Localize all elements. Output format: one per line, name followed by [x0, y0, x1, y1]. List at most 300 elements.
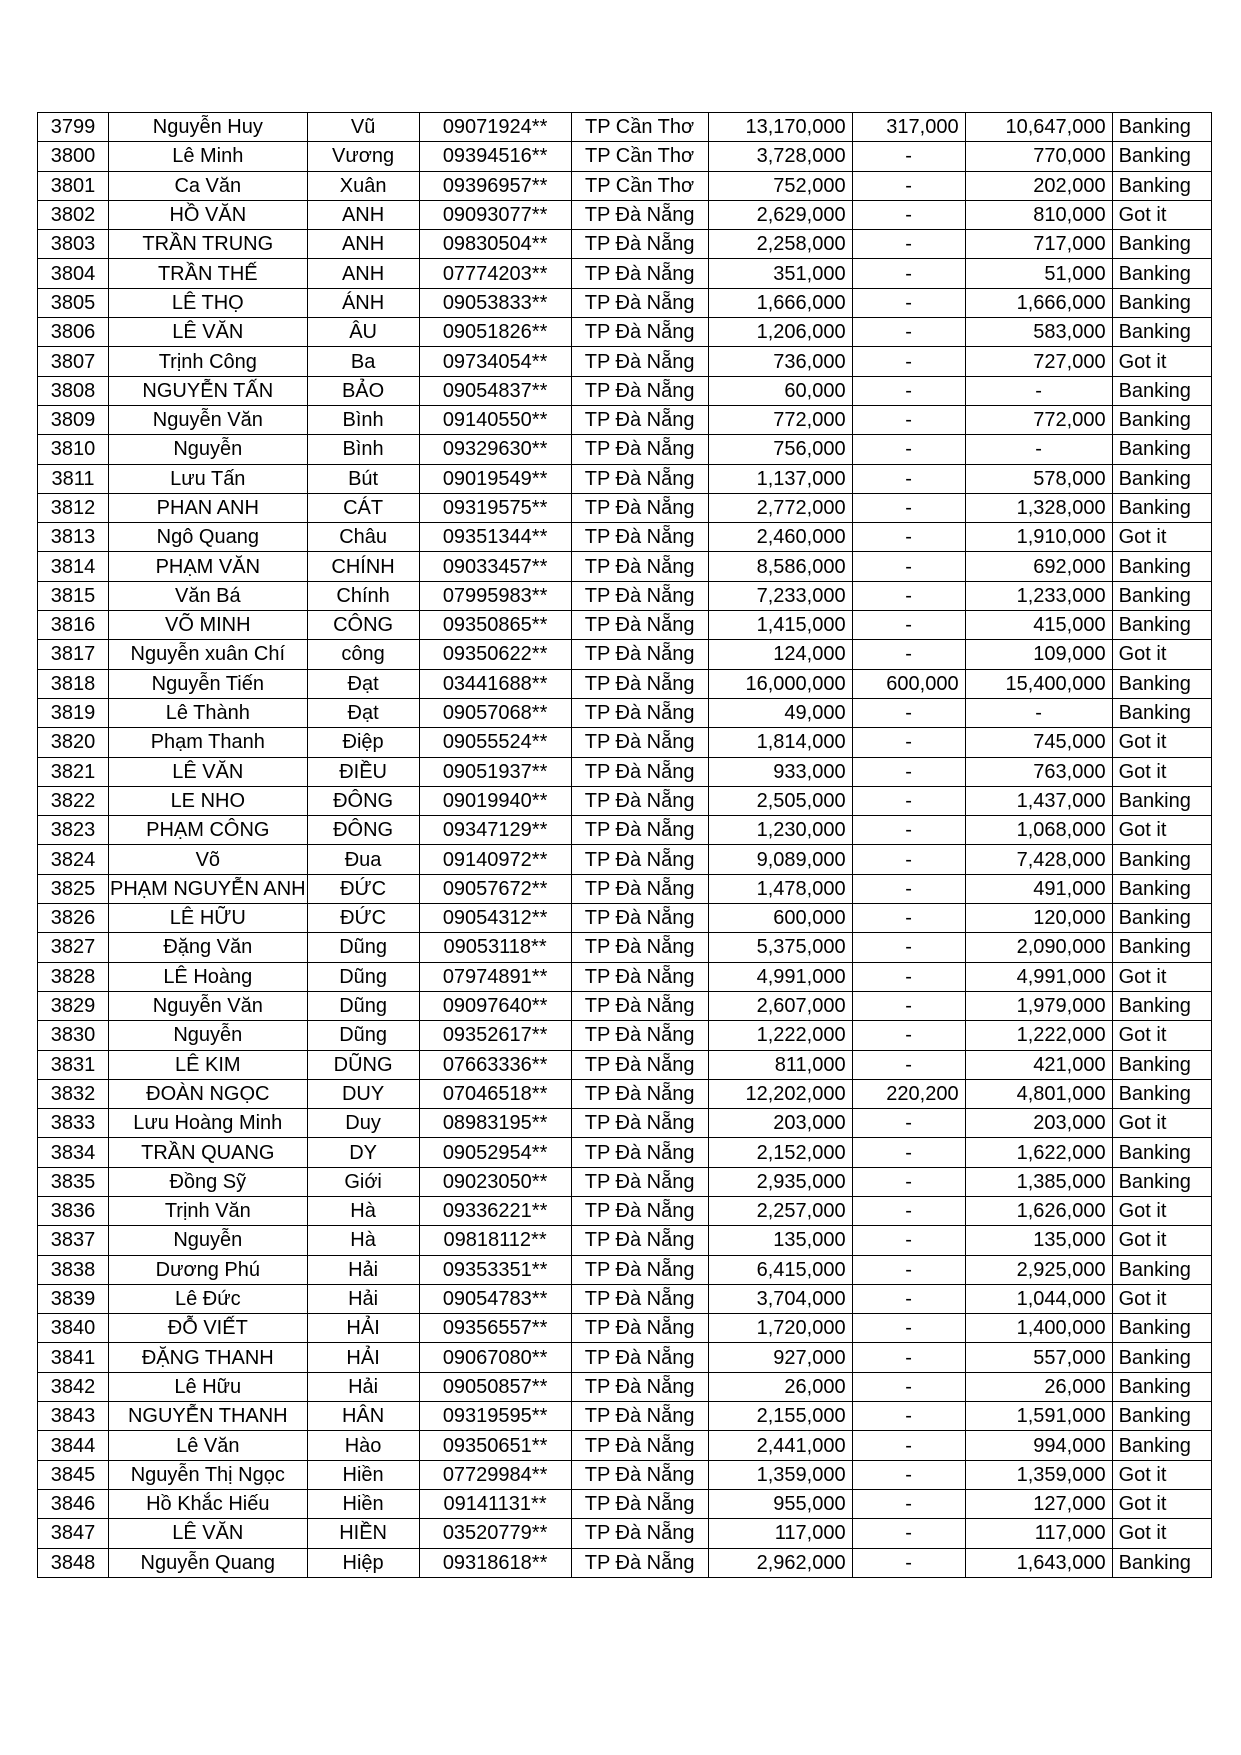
cell-remaining-amount: 10,647,000	[965, 113, 1112, 142]
cell-surname-middle: Võ	[109, 845, 308, 874]
cell-given-name: Hải	[307, 1372, 419, 1401]
cell-row-number: 3806	[38, 318, 109, 347]
cell-city: TP Đà Nẵng	[571, 845, 708, 874]
cell-given-name: HIỀN	[307, 1519, 419, 1548]
cell-amount: 203,000	[708, 1109, 852, 1138]
cell-phone-number: 09141131**	[419, 1489, 571, 1518]
cell-given-name: CHÍNH	[307, 552, 419, 581]
cell-amount: 736,000	[708, 347, 852, 376]
cell-city: TP Cần Thơ	[571, 142, 708, 171]
cell-phone-number: 09140972**	[419, 845, 571, 874]
cell-phone-number: 09054783**	[419, 1284, 571, 1313]
cell-payment-method: Banking	[1112, 1402, 1211, 1431]
table-row	[38, 728, 1212, 757]
cell-given-name: Xuân	[307, 171, 419, 200]
cell-surname-middle: Lê Hữu	[109, 1372, 308, 1401]
cell-fee: 600,000	[852, 669, 965, 698]
cell-surname-middle: LÊ THỌ	[109, 288, 308, 317]
cell-fee: 220,200	[852, 1079, 965, 1108]
table-row	[38, 464, 1212, 493]
cell-phone-number: 09033457**	[419, 552, 571, 581]
cell-remaining-amount: 491,000	[965, 874, 1112, 903]
cell-amount: 2,441,000	[708, 1431, 852, 1460]
cell-row-number: 3826	[38, 904, 109, 933]
cell-row-number: 3833	[38, 1109, 109, 1138]
cell-fee: -	[852, 1431, 965, 1460]
cell-given-name: DY	[307, 1138, 419, 1167]
cell-remaining-amount: 1,591,000	[965, 1402, 1112, 1431]
cell-remaining-amount: 1,385,000	[965, 1167, 1112, 1196]
cell-fee: -	[852, 962, 965, 991]
cell-remaining-amount: 1,979,000	[965, 991, 1112, 1020]
cell-phone-number: 09097640**	[419, 991, 571, 1020]
cell-city: TP Đà Nẵng	[571, 523, 708, 552]
table-row	[38, 991, 1212, 1020]
cell-payment-method: Got it	[1112, 757, 1211, 786]
table-row	[38, 904, 1212, 933]
cell-surname-middle: Ca Văn	[109, 171, 308, 200]
table-row	[38, 845, 1212, 874]
cell-fee: -	[852, 376, 965, 405]
cell-fee: -	[852, 581, 965, 610]
cell-fee: -	[852, 1167, 965, 1196]
cell-phone-number: 09057068**	[419, 698, 571, 727]
cell-given-name: Bình	[307, 405, 419, 434]
cell-payment-method: Banking	[1112, 288, 1211, 317]
cell-surname-middle: Đồng Sỹ	[109, 1167, 308, 1196]
cell-fee: -	[852, 640, 965, 669]
table-row	[38, 1343, 1212, 1372]
cell-remaining-amount: 770,000	[965, 142, 1112, 171]
cell-payment-method: Banking	[1112, 874, 1211, 903]
table-row	[38, 259, 1212, 288]
cell-remaining-amount: 1,328,000	[965, 493, 1112, 522]
cell-remaining-amount: 15,400,000	[965, 669, 1112, 698]
cell-amount: 2,258,000	[708, 230, 852, 259]
cell-payment-method: Banking	[1112, 171, 1211, 200]
cell-given-name: Điệp	[307, 728, 419, 757]
cell-phone-number: 09053118**	[419, 933, 571, 962]
cell-row-number: 3828	[38, 962, 109, 991]
table-row	[38, 1226, 1212, 1255]
cell-payment-method: Banking	[1112, 1431, 1211, 1460]
cell-remaining-amount: 4,801,000	[965, 1079, 1112, 1108]
cell-payment-method: Got it	[1112, 1196, 1211, 1225]
cell-row-number: 3834	[38, 1138, 109, 1167]
cell-payment-method: Got it	[1112, 728, 1211, 757]
cell-phone-number: 09351344**	[419, 523, 571, 552]
cell-remaining-amount: 120,000	[965, 904, 1112, 933]
cell-phone-number: 09350622**	[419, 640, 571, 669]
cell-remaining-amount: 1,222,000	[965, 1021, 1112, 1050]
table-row	[38, 581, 1212, 610]
cell-city: TP Đà Nẵng	[571, 347, 708, 376]
cell-remaining-amount: 1,437,000	[965, 786, 1112, 815]
cell-amount: 7,233,000	[708, 581, 852, 610]
cell-given-name: Giới	[307, 1167, 419, 1196]
cell-phone-number: 09353351**	[419, 1255, 571, 1284]
cell-amount: 2,607,000	[708, 991, 852, 1020]
cell-city: TP Đà Nẵng	[571, 552, 708, 581]
cell-fee: -	[852, 200, 965, 229]
cell-city: TP Đà Nẵng	[571, 1343, 708, 1372]
cell-remaining-amount: 202,000	[965, 171, 1112, 200]
cell-amount: 2,460,000	[708, 523, 852, 552]
table-row	[38, 493, 1212, 522]
table-row	[38, 1196, 1212, 1225]
table-row	[38, 1402, 1212, 1431]
cell-fee: -	[852, 259, 965, 288]
cell-amount: 2,962,000	[708, 1548, 852, 1577]
cell-city: TP Đà Nẵng	[571, 669, 708, 698]
cell-fee: -	[852, 230, 965, 259]
cell-phone-number: 09054312**	[419, 904, 571, 933]
cell-fee: -	[852, 318, 965, 347]
cell-surname-middle: Nguyễn	[109, 435, 308, 464]
cell-given-name: CÁT	[307, 493, 419, 522]
cell-remaining-amount: 4,991,000	[965, 962, 1112, 991]
cell-city: TP Đà Nẵng	[571, 405, 708, 434]
cell-phone-number: 09830504**	[419, 230, 571, 259]
cell-city: TP Đà Nẵng	[571, 318, 708, 347]
cell-amount: 4,991,000	[708, 962, 852, 991]
table-row	[38, 1109, 1212, 1138]
cell-row-number: 3846	[38, 1489, 109, 1518]
cell-payment-method: Banking	[1112, 318, 1211, 347]
cell-payment-method: Banking	[1112, 669, 1211, 698]
cell-given-name: Hà	[307, 1226, 419, 1255]
cell-remaining-amount: 1,626,000	[965, 1196, 1112, 1225]
cell-row-number: 3837	[38, 1226, 109, 1255]
cell-amount: 3,704,000	[708, 1284, 852, 1313]
cell-given-name: ANH	[307, 259, 419, 288]
cell-remaining-amount: 2,090,000	[965, 933, 1112, 962]
table-row	[38, 1519, 1212, 1548]
cell-row-number: 3804	[38, 259, 109, 288]
cell-surname-middle: LÊ KIM	[109, 1050, 308, 1079]
cell-phone-number: 09347129**	[419, 816, 571, 845]
cell-surname-middle: HỒ VĂN	[109, 200, 308, 229]
cell-amount: 3,728,000	[708, 142, 852, 171]
cell-row-number: 3807	[38, 347, 109, 376]
cell-city: TP Đà Nẵng	[571, 1255, 708, 1284]
cell-payment-method: Banking	[1112, 786, 1211, 815]
cell-given-name: Châu	[307, 523, 419, 552]
table-row	[38, 1079, 1212, 1108]
table-row	[38, 1050, 1212, 1079]
cell-remaining-amount: 1,359,000	[965, 1460, 1112, 1489]
cell-row-number: 3845	[38, 1460, 109, 1489]
cell-phone-number: 09350651**	[419, 1431, 571, 1460]
cell-phone-number: 07774203**	[419, 259, 571, 288]
cell-amount: 1,415,000	[708, 611, 852, 640]
cell-row-number: 3825	[38, 874, 109, 903]
table-row	[38, 435, 1212, 464]
cell-amount: 16,000,000	[708, 669, 852, 698]
cell-given-name: Hải	[307, 1284, 419, 1313]
cell-fee: -	[852, 1021, 965, 1050]
cell-row-number: 3809	[38, 405, 109, 434]
cell-remaining-amount: 1,044,000	[965, 1284, 1112, 1313]
cell-given-name: Đua	[307, 845, 419, 874]
table-row	[38, 698, 1212, 727]
cell-city: TP Cần Thơ	[571, 113, 708, 142]
cell-given-name: ĐÔNG	[307, 816, 419, 845]
cell-city: TP Đà Nẵng	[571, 962, 708, 991]
cell-given-name: HẢI	[307, 1314, 419, 1343]
cell-surname-middle: Lê Minh	[109, 142, 308, 171]
table-row	[38, 757, 1212, 786]
cell-payment-method: Got it	[1112, 1226, 1211, 1255]
cell-amount: 600,000	[708, 904, 852, 933]
cell-city: TP Đà Nẵng	[571, 464, 708, 493]
cell-surname-middle: Nguyễn Thị Ngọc	[109, 1460, 308, 1489]
cell-amount: 2,257,000	[708, 1196, 852, 1225]
cell-payment-method: Got it	[1112, 1284, 1211, 1313]
cell-surname-middle: Lưu Hoàng Minh	[109, 1109, 308, 1138]
cell-given-name: DUY	[307, 1079, 419, 1108]
cell-given-name: Dũng	[307, 991, 419, 1020]
cell-surname-middle: Nguyễn Huy	[109, 113, 308, 142]
cell-city: TP Đà Nẵng	[571, 991, 708, 1020]
cell-city: TP Đà Nẵng	[571, 493, 708, 522]
cell-amount: 955,000	[708, 1489, 852, 1518]
cell-payment-method: Banking	[1112, 1167, 1211, 1196]
cell-city: TP Đà Nẵng	[571, 376, 708, 405]
cell-amount: 1,230,000	[708, 816, 852, 845]
cell-surname-middle: PHẠM NGUYỄN ANH	[109, 874, 308, 903]
cell-row-number: 3816	[38, 611, 109, 640]
cell-amount: 2,935,000	[708, 1167, 852, 1196]
cell-amount: 927,000	[708, 1343, 852, 1372]
cell-remaining-amount: 763,000	[965, 757, 1112, 786]
cell-payment-method: Banking	[1112, 1343, 1211, 1372]
cell-remaining-amount: 1,622,000	[965, 1138, 1112, 1167]
cell-payment-method: Banking	[1112, 464, 1211, 493]
cell-remaining-amount: 578,000	[965, 464, 1112, 493]
cell-city: TP Đà Nẵng	[571, 757, 708, 786]
cell-amount: 772,000	[708, 405, 852, 434]
cell-remaining-amount: 583,000	[965, 318, 1112, 347]
cell-row-number: 3830	[38, 1021, 109, 1050]
cell-surname-middle: Trịnh Công	[109, 347, 308, 376]
cell-remaining-amount: 7,428,000	[965, 845, 1112, 874]
cell-remaining-amount: 135,000	[965, 1226, 1112, 1255]
cell-given-name: ANH	[307, 200, 419, 229]
cell-payment-method: Banking	[1112, 1548, 1211, 1577]
cell-row-number: 3839	[38, 1284, 109, 1313]
cell-surname-middle: TRẦN TRUNG	[109, 230, 308, 259]
cell-payment-method: Banking	[1112, 435, 1211, 464]
cell-fee: -	[852, 1519, 965, 1548]
cell-remaining-amount: 51,000	[965, 259, 1112, 288]
cell-remaining-amount: 127,000	[965, 1489, 1112, 1518]
cell-city: TP Đà Nẵng	[571, 904, 708, 933]
cell-phone-number: 07995983**	[419, 581, 571, 610]
cell-amount: 8,586,000	[708, 552, 852, 581]
table-row	[38, 1138, 1212, 1167]
cell-city: TP Đà Nẵng	[571, 200, 708, 229]
cell-amount: 1,478,000	[708, 874, 852, 903]
cell-phone-number: 09396957**	[419, 171, 571, 200]
cell-city: TP Đà Nẵng	[571, 611, 708, 640]
table-row	[38, 640, 1212, 669]
cell-given-name: Hải	[307, 1255, 419, 1284]
cell-surname-middle: Lê Đức	[109, 1284, 308, 1313]
cell-surname-middle: Hồ Khắc Hiếu	[109, 1489, 308, 1518]
cell-given-name: Vũ	[307, 113, 419, 142]
cell-city: TP Đà Nẵng	[571, 1548, 708, 1577]
cell-fee: -	[852, 816, 965, 845]
cell-phone-number: 09336221**	[419, 1196, 571, 1225]
cell-surname-middle: TRẦN QUANG	[109, 1138, 308, 1167]
cell-payment-method: Banking	[1112, 493, 1211, 522]
cell-fee: -	[852, 464, 965, 493]
cell-remaining-amount: 1,068,000	[965, 816, 1112, 845]
cell-given-name: DŨNG	[307, 1050, 419, 1079]
cell-given-name: BẢO	[307, 376, 419, 405]
cell-phone-number: 09051937**	[419, 757, 571, 786]
table-row	[38, 933, 1212, 962]
cell-amount: 117,000	[708, 1519, 852, 1548]
cell-row-number: 3802	[38, 200, 109, 229]
cell-phone-number: 09023050**	[419, 1167, 571, 1196]
cell-surname-middle: ĐỖ VIẾT	[109, 1314, 308, 1343]
cell-phone-number: 09071924**	[419, 113, 571, 142]
cell-surname-middle: Nguyễn Văn	[109, 405, 308, 434]
cell-amount: 1,206,000	[708, 318, 852, 347]
cell-phone-number: 09019549**	[419, 464, 571, 493]
cell-amount: 1,359,000	[708, 1460, 852, 1489]
cell-city: TP Đà Nẵng	[571, 816, 708, 845]
cell-amount: 5,375,000	[708, 933, 852, 962]
cell-remaining-amount: 692,000	[965, 552, 1112, 581]
cell-phone-number: 09067080**	[419, 1343, 571, 1372]
cell-surname-middle: PHẠM VĂN	[109, 552, 308, 581]
cell-row-number: 3844	[38, 1431, 109, 1460]
cell-payment-method: Got it	[1112, 347, 1211, 376]
cell-surname-middle: Lê Thành	[109, 698, 308, 727]
cell-city: TP Cần Thơ	[571, 171, 708, 200]
cell-amount: 752,000	[708, 171, 852, 200]
cell-surname-middle: ĐOÀN NGỌC	[109, 1079, 308, 1108]
cell-city: TP Đà Nẵng	[571, 1226, 708, 1255]
cell-city: TP Đà Nẵng	[571, 728, 708, 757]
cell-fee: -	[852, 1255, 965, 1284]
cell-surname-middle: Đặng Văn	[109, 933, 308, 962]
cell-fee: -	[852, 874, 965, 903]
cell-surname-middle: Nguyễn Văn	[109, 991, 308, 1020]
cell-city: TP Đà Nẵng	[571, 1021, 708, 1050]
cell-amount: 2,772,000	[708, 493, 852, 522]
cell-given-name: Vương	[307, 142, 419, 171]
cell-fee: -	[852, 142, 965, 171]
cell-row-number: 3848	[38, 1548, 109, 1577]
cell-phone-number: 09394516**	[419, 142, 571, 171]
cell-payment-method: Banking	[1112, 845, 1211, 874]
cell-city: TP Đà Nẵng	[571, 259, 708, 288]
cell-payment-method: Got it	[1112, 962, 1211, 991]
cell-phone-number: 09352617**	[419, 1021, 571, 1050]
cell-payment-method: Banking	[1112, 1314, 1211, 1343]
cell-phone-number: 09329630**	[419, 435, 571, 464]
cell-remaining-amount: 1,400,000	[965, 1314, 1112, 1343]
cell-phone-number: 09019940**	[419, 786, 571, 815]
cell-city: TP Đà Nẵng	[571, 640, 708, 669]
cell-amount: 1,222,000	[708, 1021, 852, 1050]
cell-phone-number: 03520779**	[419, 1519, 571, 1548]
cell-phone-number: 09350865**	[419, 611, 571, 640]
cell-payment-method: Banking	[1112, 933, 1211, 962]
table-row	[38, 1431, 1212, 1460]
cell-fee: -	[852, 347, 965, 376]
cell-fee: -	[852, 698, 965, 727]
cell-given-name: ĐÔNG	[307, 786, 419, 815]
cell-phone-number: 07663336**	[419, 1050, 571, 1079]
table-row	[38, 113, 1212, 142]
cell-fee: -	[852, 1343, 965, 1372]
cell-phone-number: 09052954**	[419, 1138, 571, 1167]
cell-row-number: 3800	[38, 142, 109, 171]
cell-payment-method: Banking	[1112, 1079, 1211, 1108]
cell-fee: -	[852, 1196, 965, 1225]
cell-phone-number: 03441688**	[419, 669, 571, 698]
table-row	[38, 1489, 1212, 1518]
cell-city: TP Đà Nẵng	[571, 786, 708, 815]
cell-surname-middle: Nguyễn	[109, 1021, 308, 1050]
cell-payment-method: Got it	[1112, 1021, 1211, 1050]
table-row	[38, 552, 1212, 581]
cell-remaining-amount: 117,000	[965, 1519, 1112, 1548]
cell-row-number: 3847	[38, 1519, 109, 1548]
cell-given-name: Bút	[307, 464, 419, 493]
cell-phone-number: 09053833**	[419, 288, 571, 317]
cell-amount: 2,152,000	[708, 1138, 852, 1167]
cell-amount: 49,000	[708, 698, 852, 727]
table-row	[38, 1314, 1212, 1343]
cell-given-name: Hà	[307, 1196, 419, 1225]
cell-city: TP Đà Nẵng	[571, 1079, 708, 1108]
cell-fee: -	[852, 845, 965, 874]
cell-city: TP Đà Nẵng	[571, 1138, 708, 1167]
cell-surname-middle: LÊ VĂN	[109, 318, 308, 347]
cell-amount: 933,000	[708, 757, 852, 786]
payout-table	[37, 112, 1212, 1578]
cell-surname-middle: Phạm Thanh	[109, 728, 308, 757]
cell-surname-middle: PHAN ANH	[109, 493, 308, 522]
table-row	[38, 874, 1212, 903]
cell-payment-method: Got it	[1112, 1109, 1211, 1138]
cell-given-name: Ba	[307, 347, 419, 376]
cell-given-name: Hiền	[307, 1489, 419, 1518]
cell-payment-method: Got it	[1112, 523, 1211, 552]
cell-city: TP Đà Nẵng	[571, 435, 708, 464]
cell-surname-middle: LÊ VĂN	[109, 1519, 308, 1548]
cell-city: TP Đà Nẵng	[571, 1050, 708, 1079]
cell-given-name: Dũng	[307, 933, 419, 962]
cell-payment-method: Got it	[1112, 200, 1211, 229]
cell-surname-middle: Văn Bá	[109, 581, 308, 610]
cell-payment-method: Got it	[1112, 1489, 1211, 1518]
cell-row-number: 3814	[38, 552, 109, 581]
cell-surname-middle: Lưu Tấn	[109, 464, 308, 493]
cell-row-number: 3799	[38, 113, 109, 142]
cell-fee: -	[852, 1548, 965, 1577]
cell-amount: 13,170,000	[708, 113, 852, 142]
cell-fee: -	[852, 757, 965, 786]
cell-fee: -	[852, 405, 965, 434]
cell-surname-middle: Ngô Quang	[109, 523, 308, 552]
